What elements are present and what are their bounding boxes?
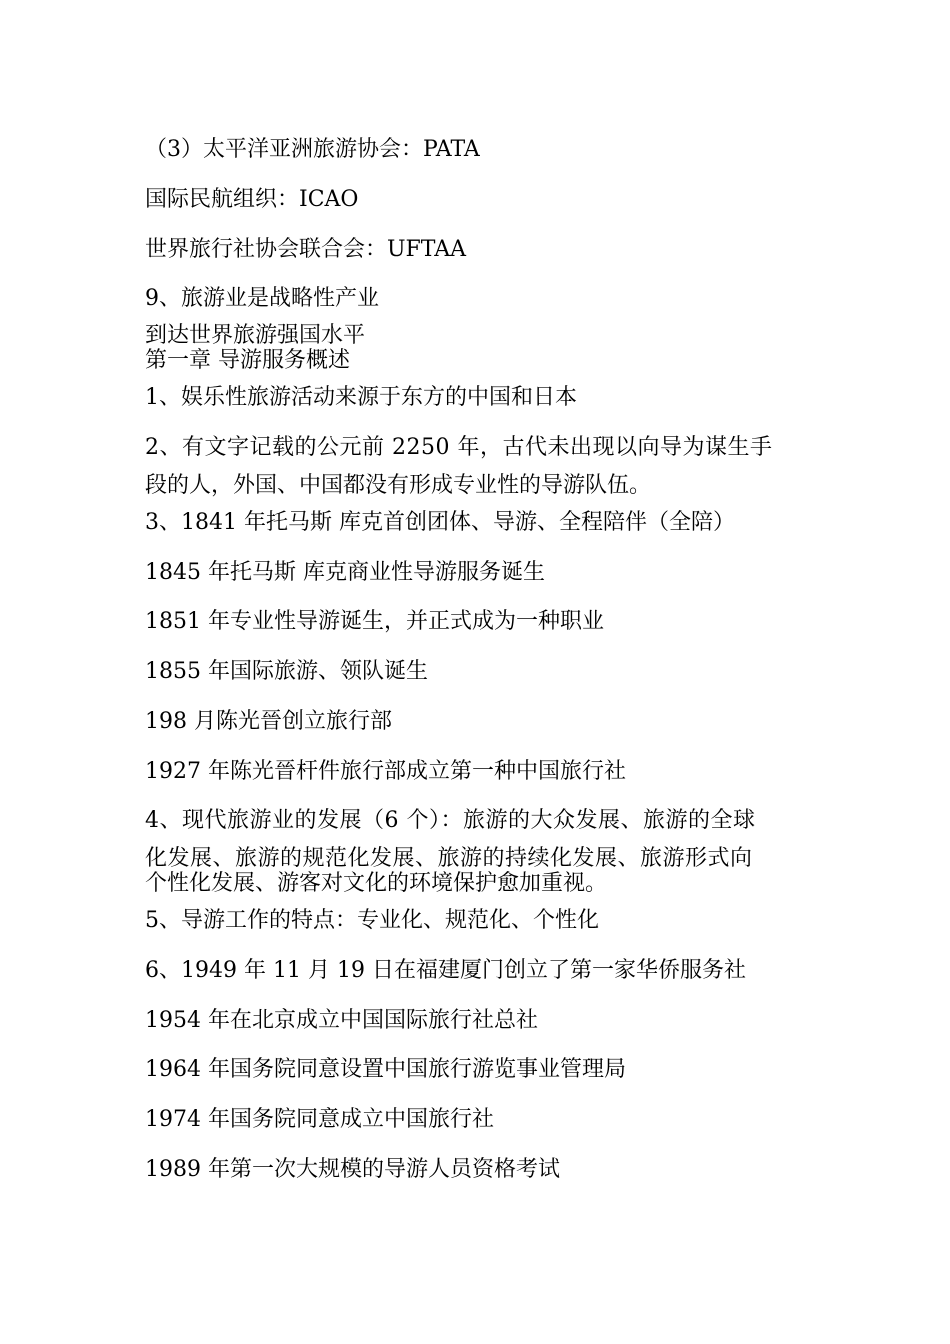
line-1964: 1964 年国务院同意设置中国旅行游览事业管理局 bbox=[145, 1057, 626, 1082]
line-1855: 1855 年国际旅游、领队诞生 bbox=[145, 659, 428, 684]
line-item-4-cont-1: 化发展、旅游的规范化发展、旅游的持续化发展、旅游形式向 bbox=[145, 846, 753, 871]
line-item-2: 2、有文字记载的公元前 2250 年，古代未出现以向导为谋生手 bbox=[145, 435, 773, 460]
line-uftaa: 世界旅行社协会联合会：UFTAA bbox=[145, 237, 467, 262]
line-item-3: 3、1841 年托马斯 库克首创团体、导游、全程陪伴（全陪） bbox=[145, 510, 735, 535]
line-item-1: 1、娱乐性旅游活动来源于东方的中国和日本 bbox=[145, 385, 577, 410]
line-198: 198 月陈光晉创立旅行部 bbox=[145, 709, 392, 734]
line-1927: 1927 年陈光晉杆件旅行部成立第一种中国旅行社 bbox=[145, 759, 626, 784]
line-1989: 1989 年第一次大规模的导游人员资格考试 bbox=[145, 1157, 560, 1182]
line-pata: （3）太平洋亚洲旅游协会：PATA bbox=[145, 137, 480, 162]
line-1954: 1954 年在北京成立中国国际旅行社总社 bbox=[145, 1008, 538, 1033]
line-icao: 国际民航组织：ICAO bbox=[145, 187, 359, 212]
line-1851: 1851 年专业性导游诞生，并正式成为一种职业 bbox=[145, 609, 604, 634]
line-item-6: 6、1949 年 11 月 19 日在福建厦门创立了第一家华侨服务社 bbox=[145, 958, 746, 983]
line-item-4: 4、现代旅游业的发展（6 个）：旅游的大众发展、旅游的全球 bbox=[145, 808, 756, 833]
line-item-5: 5、导游工作的特点：专业化、规范化、个性化 bbox=[145, 908, 599, 933]
line-item-9: 9、旅游业是战略性产业 bbox=[145, 286, 379, 311]
line-item-2-cont: 段的人，外国、中国都没有形成专业性的导游队伍。 bbox=[145, 473, 652, 498]
chapter-heading: 第一章 导游服务概述 bbox=[145, 348, 350, 373]
line-item-4-cont-2: 个性化发展、游客对文化的环境保护愈加重视。 bbox=[145, 871, 608, 896]
line-item-9-cont: 到达世界旅游强国水平 bbox=[145, 323, 366, 348]
line-1974: 1974 年国务院同意成立中国旅行社 bbox=[145, 1107, 494, 1132]
line-1845: 1845 年托马斯 库克商业性导游服务诞生 bbox=[145, 560, 545, 585]
